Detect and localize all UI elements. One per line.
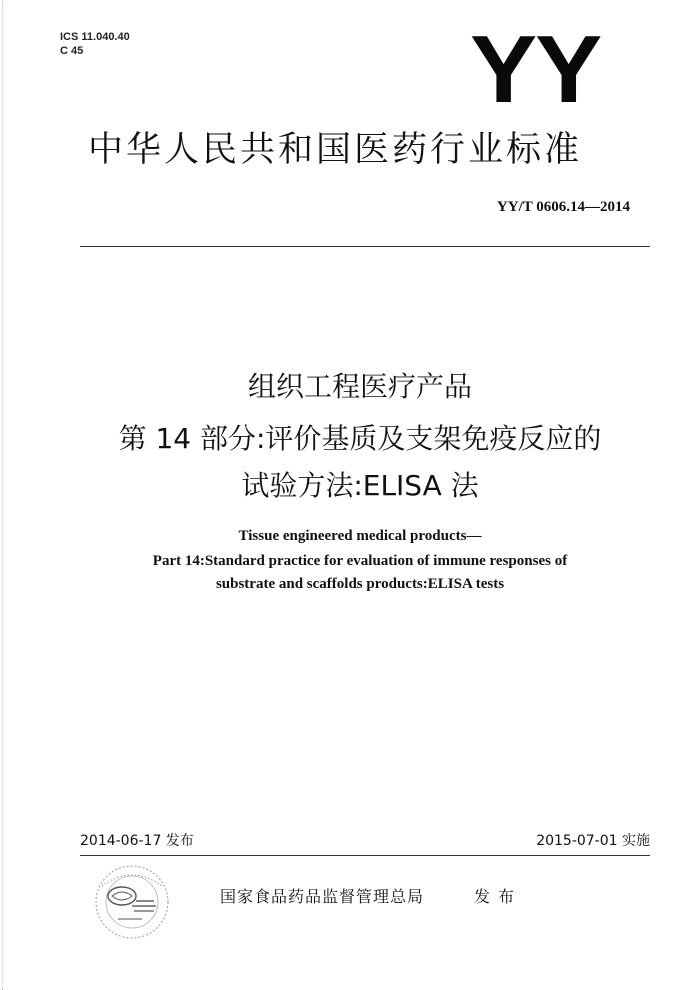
title-en-line2: Part 14:Standard practice for evaluation of immune responses of xyxy=(152,553,568,569)
ccs-code: C 45 xyxy=(60,45,84,57)
title-zh-line1: 组织工程医疗产品 xyxy=(247,370,472,403)
publisher-seal-icon xyxy=(92,862,172,942)
scan-edge xyxy=(2,0,3,990)
classification-codes xyxy=(60,30,130,58)
ics-code: ICS 11.040.40 xyxy=(60,31,130,43)
bottom-divider xyxy=(80,855,650,856)
implementation-date: 2015-07-01 实施 xyxy=(536,833,650,849)
title-zh-line2: 第 14 部分:评价基质及支架免疫反应的 xyxy=(118,422,602,455)
yy-logo: YY xyxy=(470,16,601,123)
publisher-name: 国家食品药品监督管理总局 xyxy=(220,887,425,906)
issue-date: 2014-06-17 发布 xyxy=(80,833,194,849)
title-en-line1: Tissue engineered medical products— xyxy=(238,528,482,544)
standard-title: 中华人民共和国医药行业标准 xyxy=(88,130,583,170)
title-zh-line3: 试验方法:ELISA 法 xyxy=(241,469,479,502)
top-divider xyxy=(80,246,650,247)
standard-number: YY/T 0606.14—2014 xyxy=(496,199,630,215)
title-en-line3: substrate and scaffolds products:ELISA tests xyxy=(215,576,505,592)
publish-action: 发布 xyxy=(474,887,523,906)
